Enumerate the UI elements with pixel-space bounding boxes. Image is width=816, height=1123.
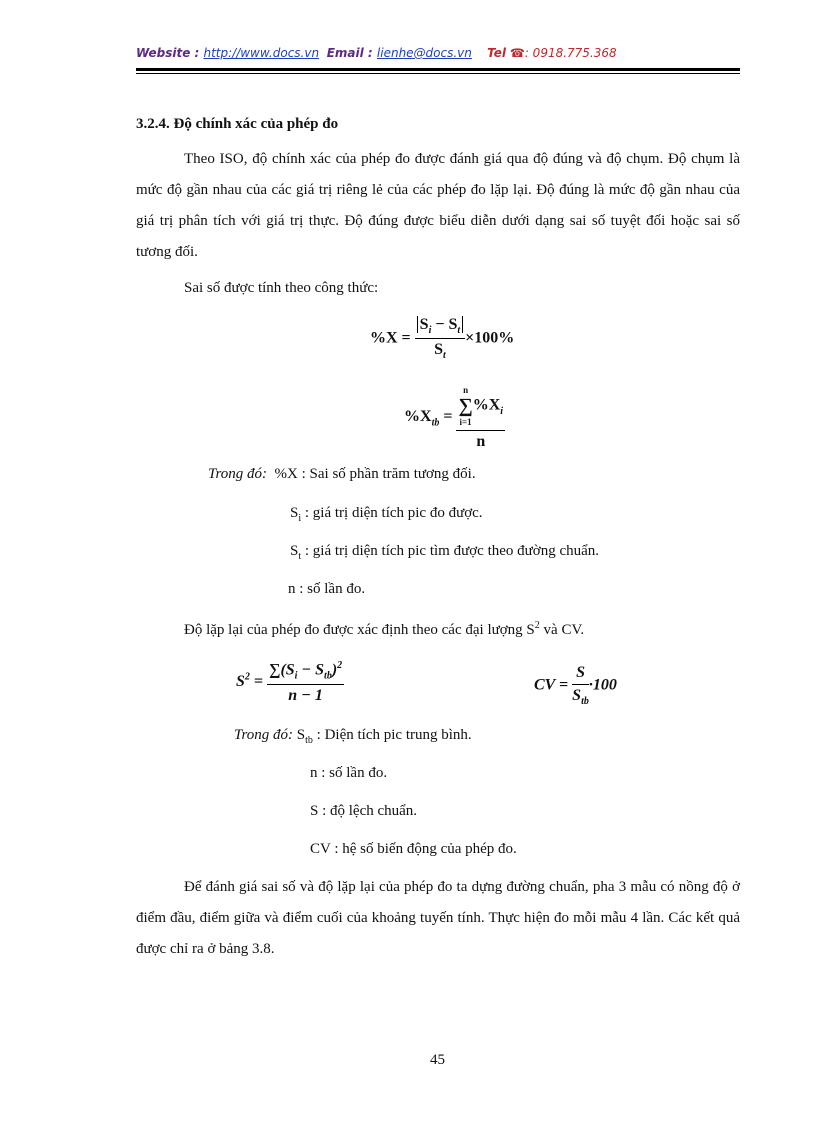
tel-number: : 0918.775.368 xyxy=(524,46,617,60)
where2-row-2: n : số lần đo. xyxy=(310,765,388,781)
page-number: 45 xyxy=(430,1052,445,1068)
phone-icon: ☎ xyxy=(509,46,525,60)
formula-variance: $S^2$ = $\frac{\sum(S_i - S_{tb})^2}{n - 1}$ xyxy=(236,660,343,704)
formula-cv: CV = $\frac{S}{S_{tb}}$ ·100 xyxy=(534,664,617,708)
tel-label: Tel xyxy=(487,46,507,60)
page-header: Website : http://www.docs.vn Email : lienhe@docs.vn Tel ☎: 0918.775.368 xyxy=(136,46,617,60)
header-rule-thick xyxy=(136,68,740,71)
where-row-4: n : số lần đo. xyxy=(288,581,366,597)
formula-mean-error: $\%X_{tb}$ = n ∑ i=1 $\%X_i$ n xyxy=(404,385,504,450)
formula-percent-error: %X = $\frac{S_i - S_t}{S_t}$ ×100% xyxy=(370,316,515,362)
header-rule-thin xyxy=(136,73,740,74)
where-row-1: Trong đó: %X : Sai số phần trăm tương đối. xyxy=(208,466,476,482)
email-label: Email xyxy=(326,46,364,60)
where-row-3: $S_t$ : giá trị diện tích pic tìm được theo đường chuẩn. xyxy=(290,543,600,562)
formula-intro: Sai số được tính theo công thức: xyxy=(184,280,379,296)
paragraph-intro: Theo ISO, độ chính xác của phép đo được đánh giá qua độ đúng và độ chụm. Độ chụm là mức độ gần nhau của các giá trị riêng lẻ của các phép đo lặp lại. Độ đúng là mức độ gần nhau của giá trị phân tích với giá trị thực. Độ đúng được biểu diễn dưới dạng sai số tuyệt đối hoặc sai số tương đối. xyxy=(136,151,740,260)
where2-row-4: CV : hệ số biến động của phép đo. xyxy=(310,841,517,857)
repeatability-intro: Độ lặp lại của phép đo được xác định theo các đại lượng $S^2$ và CV. xyxy=(184,620,585,638)
website-link[interactable]: http://www.docs.vn xyxy=(203,46,320,60)
where2-row-1: Trong đó: $S_{tb}$ : Diện tích pic trung bình. xyxy=(234,727,472,746)
paragraph-conclusion: Để đánh giá sai số và độ lặp lại của phép đo ta dựng đường chuẩn, pha 3 mẫu có nồng độ ở điểm đầu, điểm giữa và điểm cuối của khoảng tuyến tính. Thực hiện đo mỗi mẫu 4 lần. Các kết quả được chỉ ra ở bảng 3.8. xyxy=(136,879,740,957)
section-title: 3.2.4. Độ chính xác của phép đo xyxy=(136,116,339,132)
website-label: Website xyxy=(136,46,191,60)
email-link[interactable]: lienhe@docs.vn xyxy=(376,46,472,60)
where-row-2: $S_i$ : giá trị diện tích pic đo được. xyxy=(290,505,483,524)
where2-row-3: S : độ lệch chuẩn. xyxy=(310,803,418,819)
